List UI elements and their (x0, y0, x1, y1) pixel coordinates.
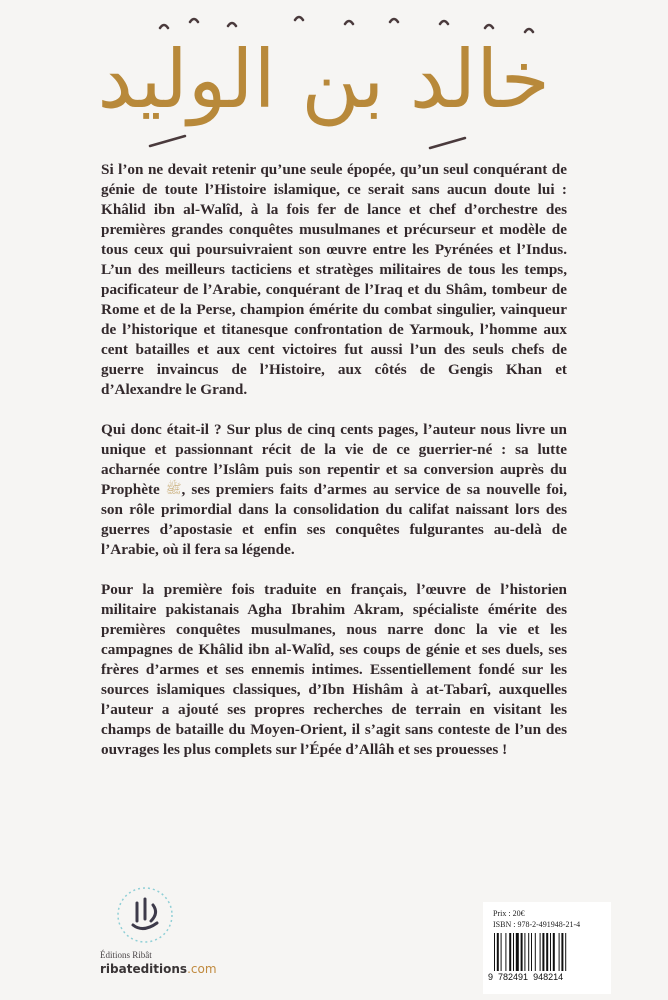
price-line (493, 908, 611, 919)
paragraph-1: Si l’on ne devait retenir qu’une seule épopée, qu’un seul conquérant de génie de toute l’Histoire islamique, ce serait sans aucun doute lui : Khâlid ibn al-Walîd, à la fois fer de lance et chef d’orchestre des premières grandes conquêtes musulmanes et précurseur et modèle de tous ceux qui poursuivraient son œuvre entre les Pyrénées et l’Indus. L’un des meilleurs tacticiens et stratèges militaires de tous les temps, pacificateur de l’Arabie, conquérant de l’Iraq et du Shâm, tombeur de Rome et de la Perse, champion émérite du combat singulier, vainqueur de l’historique et titanesque confrontation de Yarmouk, l’homme aux cent batailles et aux cent victoires fut aussi l’un des seuls chefs de guerre invaincus de l’Histoire, aux côtés de Gengis Khan et d’Alexandre le Grand. (101, 161, 567, 398)
barcode-bar (559, 933, 560, 971)
publisher-name: Éditions Ribât (100, 950, 152, 960)
isbn-line (493, 919, 611, 930)
barcode-bar (524, 933, 525, 971)
arabic-title: خالد بن الوليد (97, 33, 550, 126)
barcode-bar (553, 933, 555, 971)
barcode-digits (488, 971, 611, 983)
paragraph-2-part-1: Qui donc était-il ? Sur plus de cinq cents pages, l’auteur nous livre un unique et passionnant récit de la vie de ce guerrier-né : sa lutte acharnée contre l’Islâm puis son repentir et sa conversion auprès du Prophète (101, 421, 567, 498)
barcode-bar (494, 933, 495, 971)
paragraph-2-part-2: , ses premiers faits d’armes au service de sa nouvelle foi, son rôle primordial dans la consolidation du califat naissant lors des guerres d’apostasie et enfin ses conquêtes fulgurantes au-delà de l’Arabie, où il fera sa légende. (101, 481, 567, 558)
isbn-value: 978-2-491948-21-4 (517, 920, 581, 929)
barcode-bar (542, 933, 544, 971)
back-cover-blurb (101, 160, 567, 780)
arabic-title-calligraphy (97, 10, 550, 150)
publisher-block (95, 885, 225, 977)
barcode-bar (505, 933, 506, 971)
publisher-website[interactable] (95, 961, 225, 977)
website-tld: .com (187, 962, 217, 976)
barcode-bar (516, 933, 519, 971)
barcode-bar (509, 933, 511, 971)
salawat-honorific-icon: ﷺ (165, 482, 182, 497)
barcode-bar (535, 933, 536, 971)
isbn-label: ISBN : (493, 920, 516, 929)
barcode-bar (565, 933, 566, 971)
barcode-bar (540, 933, 541, 971)
barcode-bar (561, 933, 563, 971)
website-domain: ribateditions (100, 962, 188, 976)
barcode-bar (497, 933, 499, 971)
barcode-bar (531, 933, 532, 971)
barcode-bar (501, 933, 502, 971)
barcode-bar (546, 933, 548, 971)
barcode-box (483, 902, 611, 994)
price-value: 20€ (512, 909, 525, 918)
barcode-bar (550, 933, 551, 971)
barcode-digit-first: 9 (488, 972, 494, 982)
barcode-bar (528, 933, 529, 971)
arabic-calligraphy-seal-icon (115, 885, 175, 945)
barcode-icon (493, 933, 591, 971)
barcode-bar (521, 933, 523, 971)
barcode-digits-group2: 948214 (533, 972, 564, 982)
price-label: Prix : (493, 909, 511, 918)
paragraph-2 (101, 420, 567, 560)
paragraph-3: Pour la première fois traduite en français, l’œuvre de l’historien militaire pakistanais Agha Ibrahim Akram, spécialiste émérite des premières conquêtes musulmanes, nous narre donc la vie et les campagnes de Khâlid ibn al-Walîd, ses coups de génie et ses duels, ses frères d’armes et ses ennemis intimes. Essentiellement fondé sur les sources islamiques classiques, d’Ibn Hishâm à at-Tabarî, auxquelles l’auteur a ajouté ses propres recherches de terrain en visitant les champs de bataille du Moyen-Orient, il s’agit sans conteste de l’un des ouvrages les plus complets sur l’Épée d’Allâh et ses prouesses ! (101, 581, 567, 758)
barcode-digits-group1: 782491 (498, 972, 529, 982)
barcode-bar (513, 933, 514, 971)
